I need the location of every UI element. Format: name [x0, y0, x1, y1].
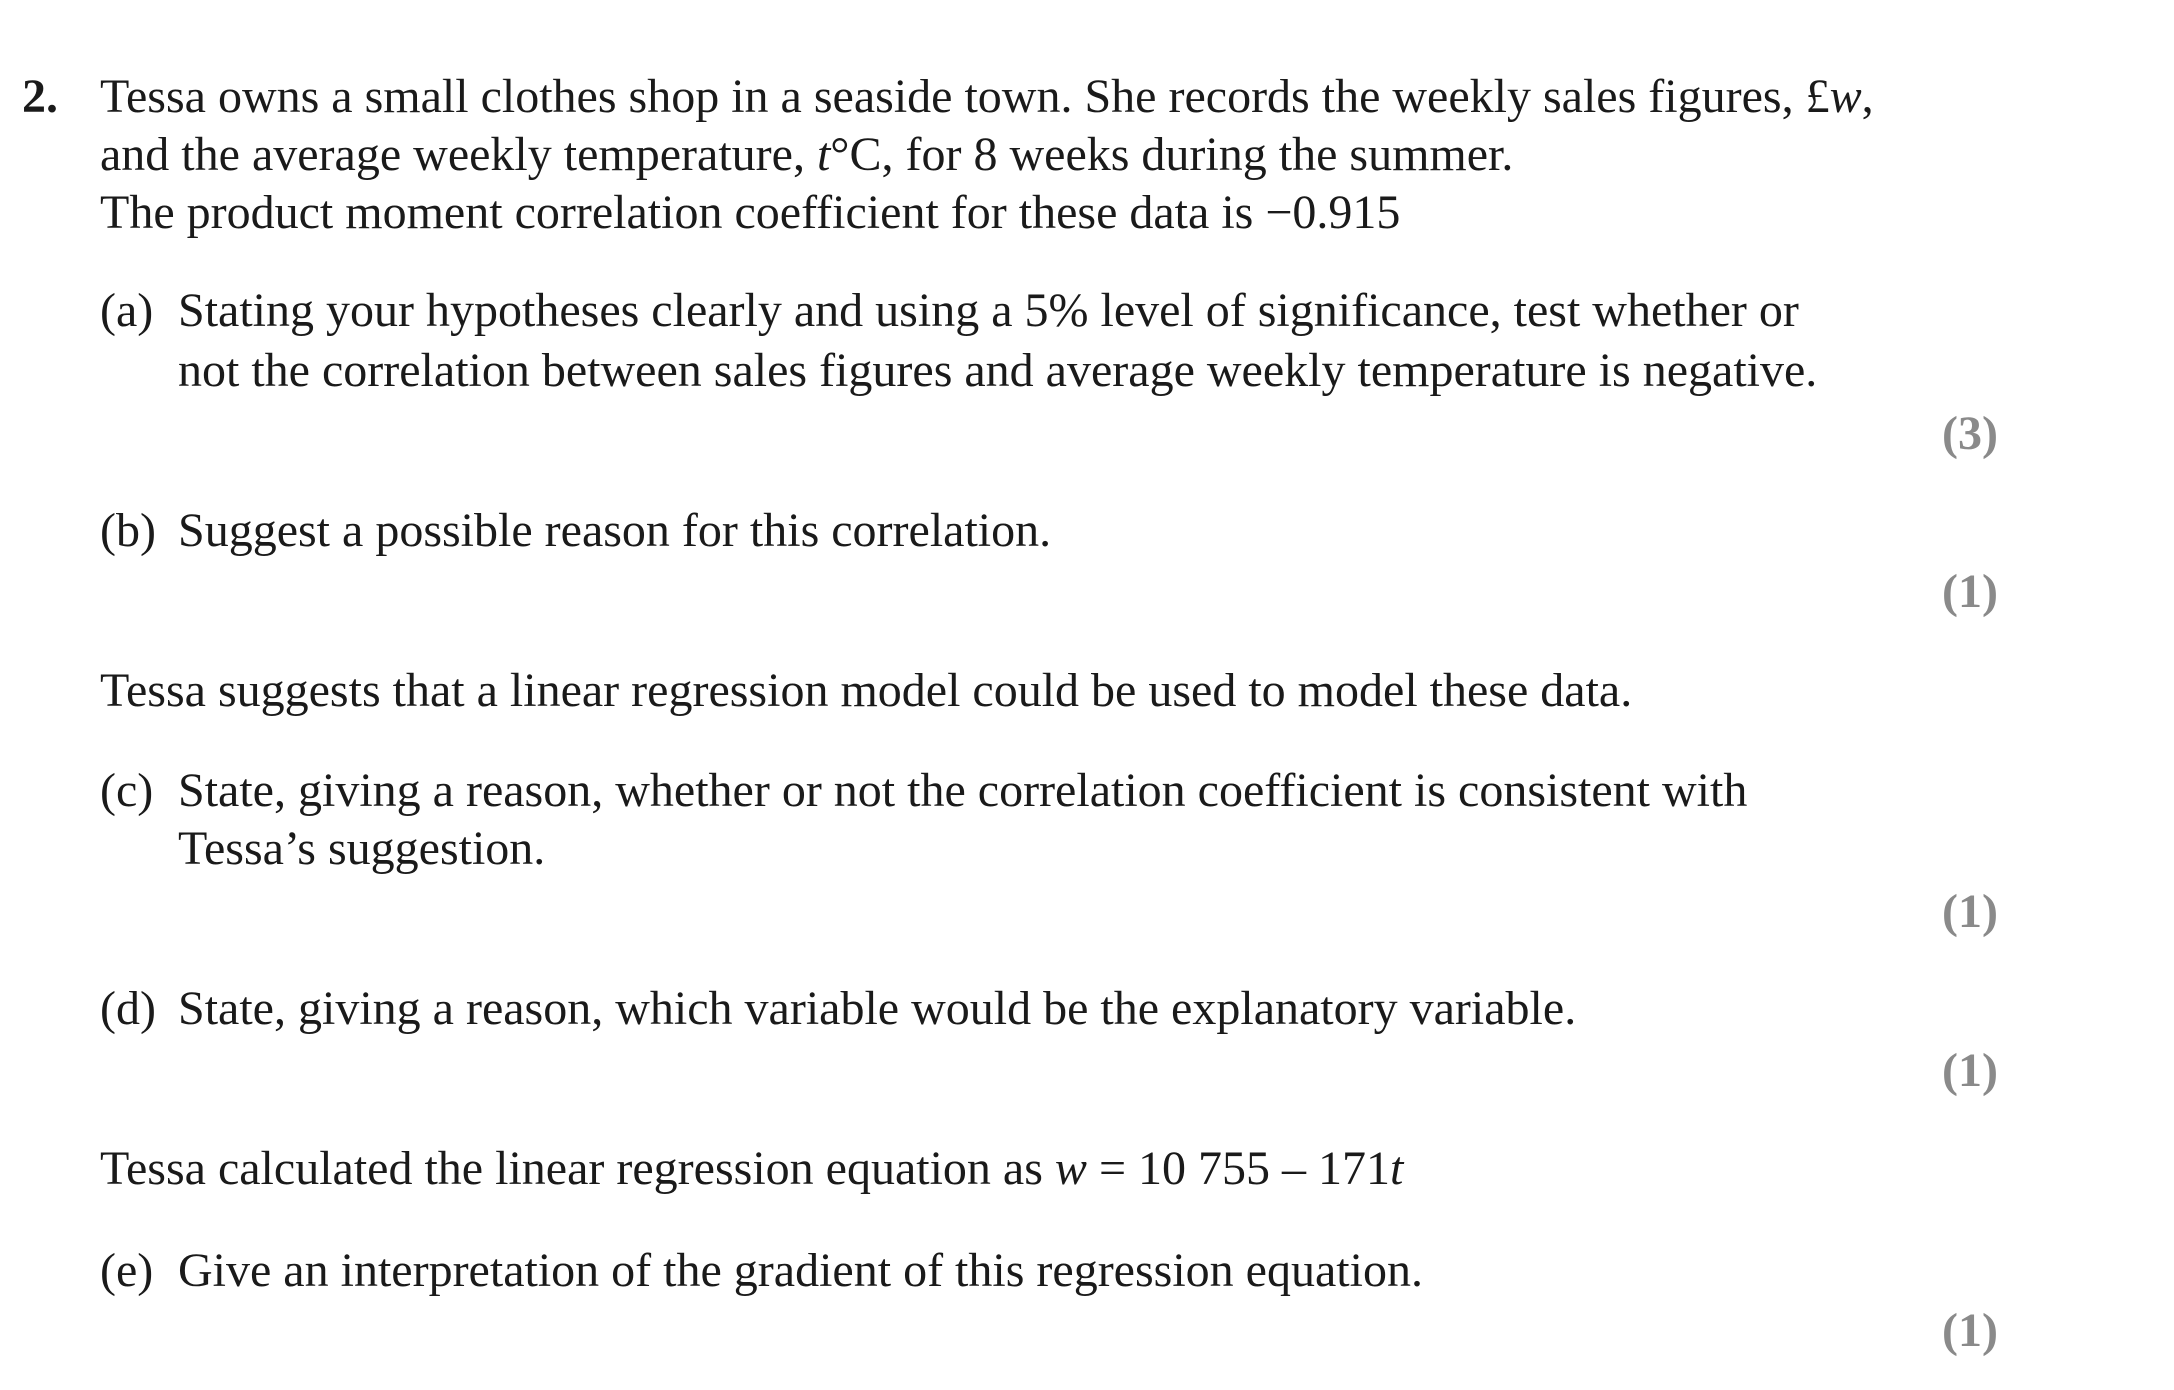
regression-variable-w: w	[1054, 1142, 1087, 1195]
part-a-line-1: Stating your hypotheses clearly and using a 5% level of significance, test whether or	[178, 284, 1799, 337]
part-c-label: (c)	[100, 764, 154, 817]
part-d-label: (d)	[100, 982, 156, 1035]
part-c-marks: (1)	[1942, 885, 1998, 938]
regression-text: Tessa calculated the linear regression equation as	[100, 1142, 1055, 1195]
statement-linear-model: Tessa suggests that a linear regression model could be used to model these data.	[100, 664, 1633, 717]
intro-line-1-end: ,	[1861, 70, 1874, 123]
intro-line-2-text: and the average weekly temperature,	[100, 128, 817, 181]
intro-line-3: The product moment correlation coefficient for these data is −0.915	[100, 186, 1401, 239]
variable-t: t	[816, 128, 831, 181]
intro-line-1	[100, 68, 1874, 126]
variable-w: w	[1829, 70, 1862, 123]
part-c-line-1: State, giving a reason, whether or not the correlation coefficient is consistent with	[178, 764, 1748, 817]
part-e-marks: (1)	[1942, 1304, 1998, 1357]
part-e-label: (e)	[100, 1244, 154, 1297]
regression-variable-t: t	[1390, 1142, 1404, 1195]
part-b-marks: (1)	[1942, 565, 1998, 618]
intro-line-2-end: °C, for 8 weeks during the summer.	[830, 128, 1514, 181]
part-b-line-1: Suggest a possible reason for this correlation.	[178, 504, 1052, 557]
part-d-marks: (1)	[1942, 1044, 1998, 1097]
part-a-marks: (3)	[1942, 407, 1998, 460]
part-a-line-2: not the correlation between sales figures and average weekly temperature is negative.	[178, 344, 1818, 397]
part-e-line-1: Give an interpretation of the gradient of this regression equation.	[178, 1244, 1423, 1297]
part-a-label: (a)	[100, 284, 154, 337]
intro-line-2	[100, 126, 1513, 184]
question-number: 2.	[22, 70, 58, 123]
part-d-line-1: State, giving a reason, which variable would be the explanatory variable.	[178, 982, 1577, 1035]
statement-regression-equation	[100, 1140, 1403, 1198]
part-c-line-2: Tessa’s suggestion.	[178, 822, 546, 875]
part-b-label: (b)	[100, 504, 156, 557]
intro-line-1-text: Tessa owns a small clothes shop in a seaside town. She records the weekly sales figures, £	[100, 70, 1830, 123]
regression-constant: = 10 755 – 171	[1086, 1142, 1391, 1195]
